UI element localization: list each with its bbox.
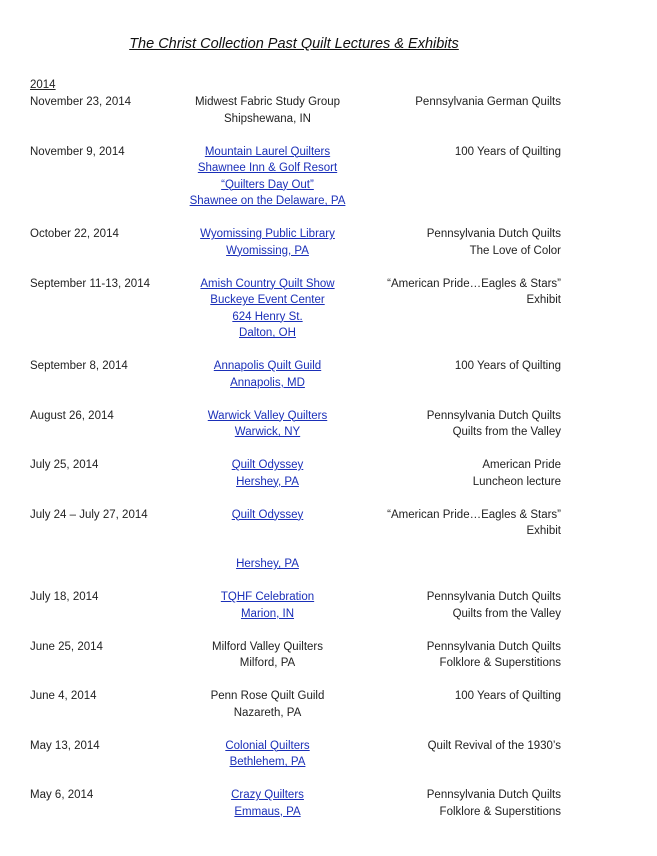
venue-line: Midwest Fabric Study Group — [194, 96, 341, 108]
venue-link[interactable]: Annapolis, MD — [230, 376, 305, 389]
event-topic — [341, 457, 561, 490]
event-topic — [341, 507, 561, 540]
topic-line: “American Pride…Eagles & Stars” — [387, 277, 561, 290]
event-date: September 8, 2014 — [30, 360, 128, 372]
venue-line: Nazareth, PA — [233, 706, 302, 719]
venue-link[interactable]: Annapolis Quilt Guild — [213, 360, 322, 372]
event-entry — [0, 358, 657, 408]
event-entry — [0, 94, 657, 144]
event-date: June 25, 2014 — [30, 640, 103, 653]
year-heading: 2014 — [30, 79, 56, 91]
topic-line: 100 Years of Quilting — [454, 145, 561, 158]
topic-line: Quilt Revival of the 1930’s — [427, 739, 561, 752]
venue-line: Milford, PA — [239, 657, 296, 669]
topic-line: Luncheon lecture — [472, 475, 561, 488]
page-title: The Christ Collection Past Quilt Lectures & Exhibits — [129, 36, 459, 52]
event-date: November 9, 2014 — [30, 145, 125, 158]
venue-link[interactable]: Wyomissing, PA — [226, 244, 309, 257]
event-date: June 4, 2014 — [30, 690, 97, 702]
event-topic — [341, 738, 561, 755]
event-topic — [341, 358, 561, 375]
venue-link[interactable]: Mountain Laurel Quilters — [204, 145, 331, 158]
event-entry — [0, 507, 657, 590]
topic-line: Pennsylvania Dutch Quilts — [426, 228, 561, 240]
venue-link[interactable]: Quilt Odyssey — [231, 508, 304, 521]
event-date: July 24 – July 27, 2014 — [30, 508, 148, 521]
event-date: September 11-13, 2014 — [30, 277, 150, 290]
venue-link[interactable]: Shawnee on the Delaware, PA — [189, 195, 346, 207]
topic-line: Folklore & Superstitions — [439, 805, 561, 818]
topic-line: Quilts from the Valley — [452, 426, 561, 438]
venue-link[interactable]: Buckeye Event Center — [210, 294, 325, 306]
event-topic — [341, 639, 561, 672]
venue-link[interactable]: Emmaus, PA — [234, 805, 301, 818]
venue-link[interactable]: Wyomissing Public Library — [200, 228, 335, 240]
event-date: November 23, 2014 — [30, 96, 132, 108]
event-date: October 22, 2014 — [30, 228, 119, 240]
venue-link[interactable]: Hershey, PA — [236, 558, 299, 570]
event-date: July 25, 2014 — [30, 459, 99, 471]
venue-link[interactable]: Bethlehem, PA — [229, 756, 306, 768]
topic-line: The Love of Color — [469, 244, 561, 257]
event-entry — [0, 226, 657, 276]
venue-link[interactable]: Warwick Valley Quilters — [207, 409, 328, 422]
event-entry — [0, 589, 657, 639]
venue-link[interactable]: Amish Country Quilt Show — [200, 277, 335, 290]
venue-link[interactable]: Shawnee Inn & Golf Resort — [197, 162, 338, 174]
event-entry — [0, 787, 657, 837]
venue-link[interactable]: 624 Henry St. — [232, 310, 303, 323]
topic-line: Pennsylvania Dutch Quilts — [426, 409, 561, 422]
event-date: August 26, 2014 — [30, 409, 114, 422]
event-date: July 18, 2014 — [30, 591, 99, 603]
topic-line: Exhibit — [526, 294, 561, 306]
topic-line: 100 Years of Quilting — [454, 360, 561, 372]
venue-link[interactable]: TQHF Celebration — [220, 591, 315, 603]
venue-line — [150, 540, 385, 557]
event-entry — [0, 276, 657, 359]
venue-link[interactable]: Marion, IN — [240, 607, 295, 620]
topic-line: Pennsylvania Dutch Quilts — [426, 591, 561, 603]
venue-line: Milford Valley Quilters — [212, 640, 323, 653]
venue-link[interactable]: “Quilters Day Out” — [221, 178, 314, 191]
event-topic — [341, 589, 561, 622]
event-topic — [341, 226, 561, 259]
event-entry — [0, 408, 657, 458]
topic-line: “American Pride…Eagles & Stars” — [387, 508, 561, 521]
venue-line: Penn Rose Quilt Guild — [210, 690, 325, 702]
venue-link[interactable]: Hershey, PA — [236, 475, 299, 488]
event-entry — [0, 738, 657, 788]
event-topic — [341, 94, 561, 111]
topic-line: Pennsylvania Dutch Quilts — [426, 640, 561, 653]
event-topic — [341, 144, 561, 161]
topic-line: Pennsylvania Dutch Quilts — [426, 789, 561, 801]
event-entry — [0, 688, 657, 738]
event-entry — [0, 639, 657, 689]
topic-line: American Pride — [482, 459, 561, 471]
event-topic — [341, 688, 561, 705]
topic-line: Pennsylvania German Quilts — [415, 96, 561, 108]
event-topic — [341, 408, 561, 441]
event-entry — [0, 457, 657, 507]
event-date: May 6, 2014 — [30, 789, 94, 801]
venue-link[interactable]: Crazy Quilters — [231, 789, 304, 801]
venue-link[interactable]: Warwick, NY — [234, 426, 301, 438]
event-topic — [341, 276, 561, 309]
topic-line: Folklore & Superstitions — [439, 657, 561, 669]
topic-line: Exhibit — [526, 525, 561, 537]
event-topic — [341, 787, 561, 820]
topic-line: 100 Years of Quilting — [454, 690, 561, 702]
topic-line: Quilts from the Valley — [452, 607, 561, 620]
venue-link[interactable]: Dalton, OH — [239, 327, 296, 339]
event-entry — [0, 144, 657, 227]
event-list — [0, 94, 657, 837]
venue-link[interactable]: Colonial Quilters — [225, 739, 310, 752]
event-date: May 13, 2014 — [30, 739, 100, 752]
venue-line: Shipshewana, IN — [224, 112, 311, 125]
venue-link[interactable]: Quilt Odyssey — [231, 459, 304, 471]
